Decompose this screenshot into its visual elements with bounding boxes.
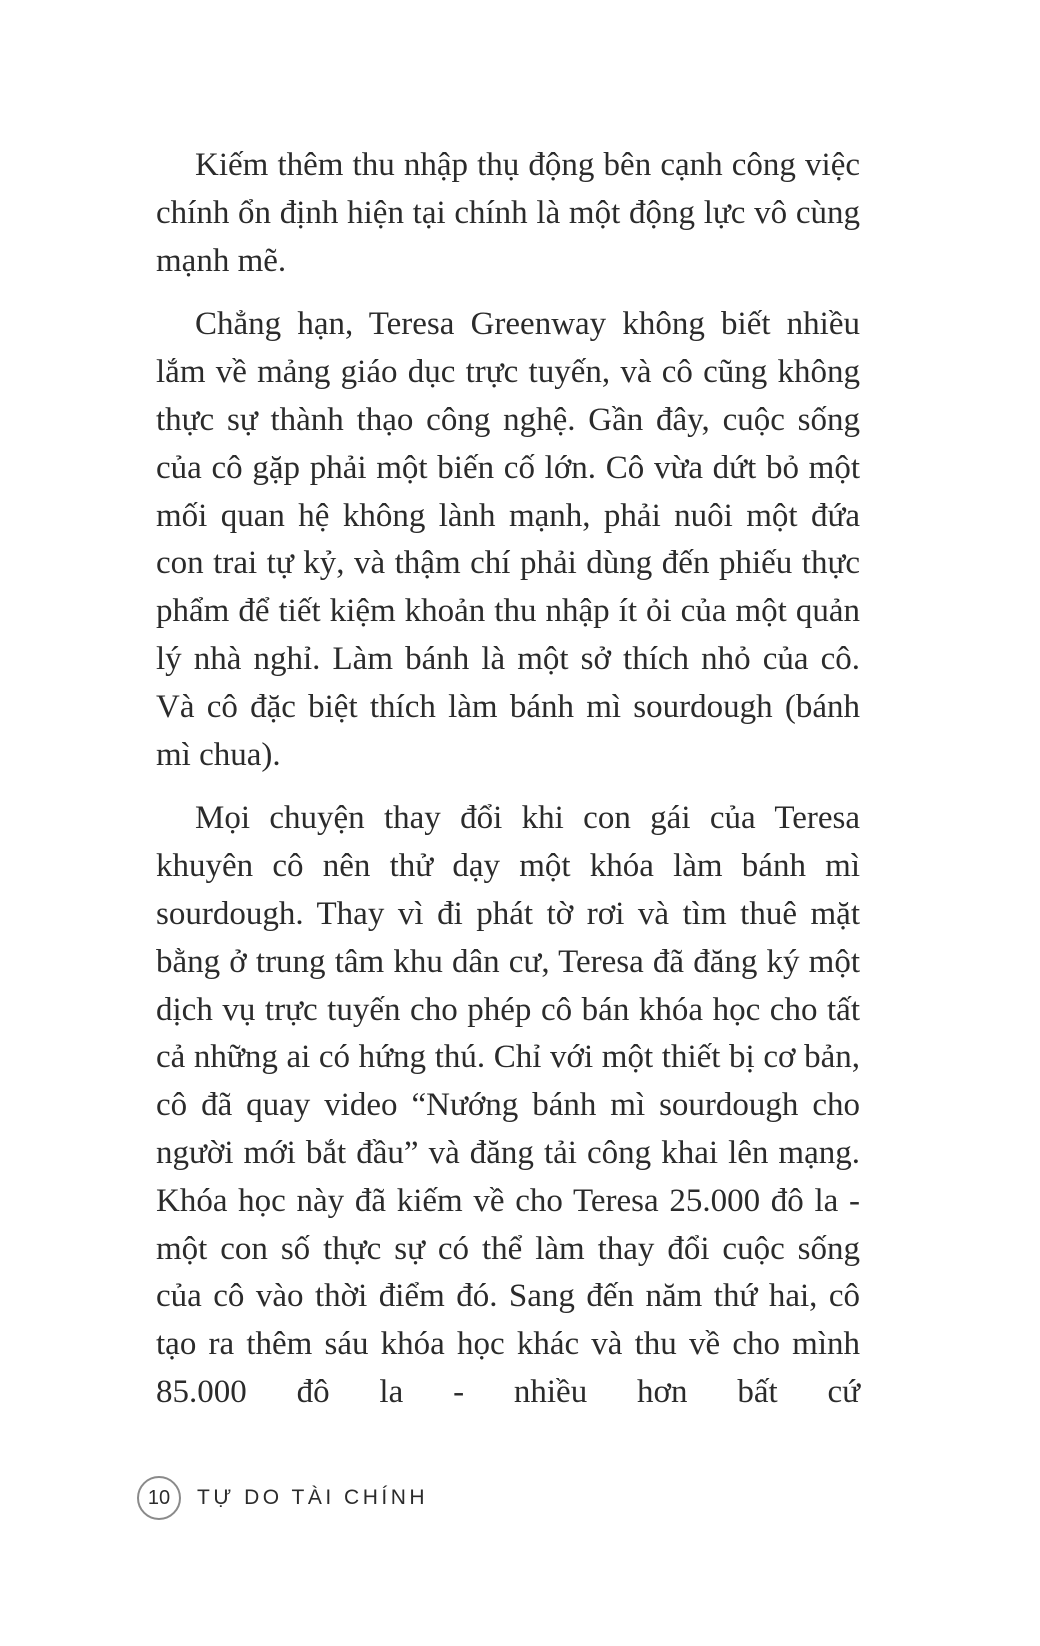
- paragraph-3: Mọi chuyện thay đổi khi con gái của Teresa khuyên cô nên thử dạy một khóa làm bánh mì sourdough. Thay vì đi phát tờ rơi và tìm thuê mặt bằng ở trung tâm khu dân cư, Teresa đã đăng ký một dịch vụ trực tuyến cho phép cô bán khóa học cho tất cả những ai có hứng thú. Chỉ với một thiết bị cơ bản, cô đã quay video “Nướng bánh mì sourdough cho người mới bắt đầu” và đăng tải công khai lên mạng. Khóa học này đã kiếm về cho Teresa 25.000 đô la - một con số thực sự có thể làm thay đổi cuộc sống của cô vào thời điểm đó. Sang đến năm thứ hai, cô tạo ra thêm sáu khóa học khác và thu về cho mình 85.000 đô la - nhiều hơn bất cứ: [156, 800, 860, 1410]
- paragraph-2: Chẳng hạn, Teresa Greenway không biết nhiều lắm về mảng giáo dục trực tuyến, và cô cũng không thực sự thành thạo công nghệ. Gần đây, cuộc sống của cô gặp phải một biến cố lớn. Cô vừa dứt bỏ một mối quan hệ không lành mạnh, phải nuôi một đứa con trai tự kỷ, và thậm chí phải dùng đến phiếu thực phẩm để tiết kiệm khoản thu nhập ít ỏi của một quản lý nhà nghỉ. Làm bánh là một sở thích nhỏ của cô. Và cô đặc biệt thích làm bánh mì sourdough (bánh mì chua).: [156, 306, 860, 773]
- body-text: [156, 142, 860, 1417]
- paragraph-1: Kiếm thêm thu nhập thụ động bên cạnh công việc chính ổn định hiện tại chính là một động lực vô cùng mạnh mẽ.: [156, 147, 860, 279]
- page-number: 10: [137, 1476, 181, 1520]
- page-footer: [137, 1476, 428, 1520]
- running-title: TỰ DO TÀI CHÍNH: [197, 1486, 429, 1509]
